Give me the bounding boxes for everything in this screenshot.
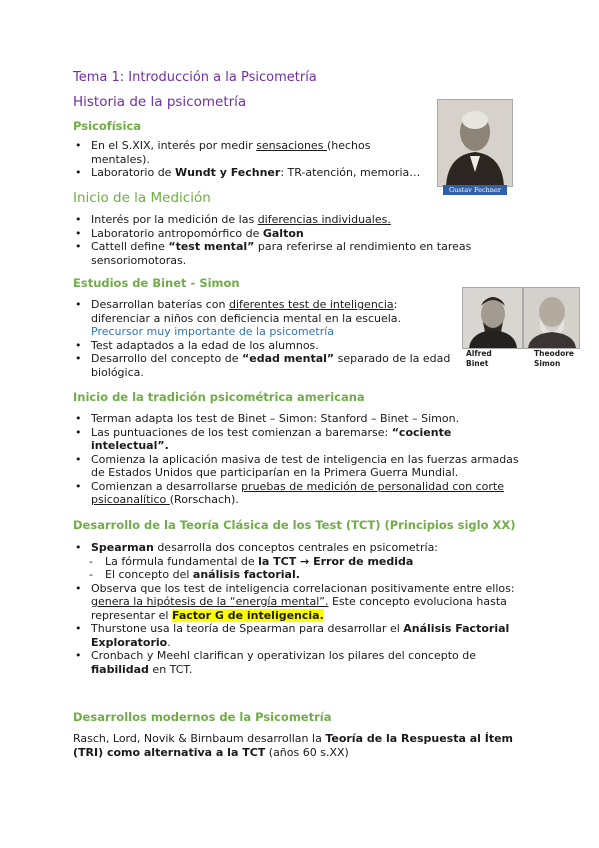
underlined-text: pruebas de medición de personalidad con corte	[241, 479, 504, 493]
caption-line: Theodore	[534, 349, 575, 358]
heading-inicio-medicion: Inicio de la Medición	[73, 190, 211, 206]
underlined-text: sensaciones	[256, 139, 327, 152]
bold-text: “cociente	[391, 425, 452, 439]
blue-note: Precursor muy importante de la psicometría	[91, 325, 335, 338]
bold-text: intelectual”.	[91, 439, 169, 452]
text: de Estados Unidos que participarían en la Primera Guerra Mundial.	[91, 466, 459, 479]
list-item	[75, 480, 565, 507]
text: Terman adapta los test de Binet – Simon: Stanford – Binet – Simon.	[91, 412, 460, 425]
portrait-illustration	[463, 288, 522, 348]
list-tct	[75, 541, 565, 676]
fechner-caption: Gustav Fechner	[443, 185, 507, 195]
heading-binet-simon: Estudios de Binet - Simon	[73, 276, 240, 290]
text: Laboratorio antropomórfico de	[91, 226, 263, 240]
text: Rasch, Lord, Novik & Birnbaum desarrollan la	[73, 732, 326, 745]
text: Cronbach y Meehl clarifican y operativizan los pilares del concepto de	[91, 649, 476, 662]
sub-list-item	[75, 555, 565, 569]
text: : TR-atención, memoria…	[280, 166, 421, 179]
text: Observa que los test de inteligencia correlacionan positivamente entre ellos:	[91, 581, 515, 595]
list-item	[75, 412, 565, 426]
underlined-text: psicoanalítico	[91, 493, 170, 506]
list-item	[75, 426, 565, 453]
caption-line: Simon	[534, 359, 561, 368]
list-binet	[75, 298, 465, 379]
bold-text: “edad mental”	[242, 352, 335, 365]
text: (años 60 s.XX)	[265, 745, 349, 759]
list-item	[75, 339, 465, 353]
bold-text: Análisis Factorial	[403, 622, 510, 635]
portrait-illustration	[524, 288, 579, 348]
text: biológica.	[91, 365, 144, 379]
text: En el S.XIX, interés por medir	[91, 139, 257, 152]
list-item	[75, 166, 425, 180]
underlined-text: diferentes test de inteligencia	[228, 298, 394, 311]
list-item	[75, 240, 495, 267]
list-item	[75, 227, 495, 241]
caption-theodore-simon	[534, 349, 574, 369]
bold-text: Wundt y Fechner	[174, 166, 281, 179]
highlighted-text: Factor G de inteligencia.	[171, 608, 324, 622]
section-title-historia: Historia de la psicometría	[73, 94, 247, 110]
bold-text: Teoría de la Respuesta al Ítem	[325, 732, 514, 745]
list-medicion	[75, 213, 495, 267]
underlined-text: genera la hipótesis de la “energía mental”.	[91, 595, 329, 608]
text: separado de la edad	[334, 352, 451, 365]
text: :	[393, 298, 398, 311]
binet-portrait-image	[462, 287, 523, 349]
bold-text: “test mental”	[168, 240, 255, 253]
heading-tct: Desarrollo de la Teoría Clásica de los Test (TCT) (Principios siglo XX)	[73, 518, 516, 532]
simon-portrait-image	[523, 287, 580, 349]
caption-alfred-binet	[466, 349, 492, 369]
list-item	[75, 352, 465, 379]
portrait-illustration	[438, 100, 512, 186]
bold-text: Galton	[262, 226, 304, 240]
list-item	[75, 582, 565, 623]
paragraph-modernos	[73, 732, 553, 759]
text: representar el	[91, 608, 172, 622]
text: para referirse al rendimiento en tareas	[254, 240, 472, 253]
text: mentales).	[91, 152, 150, 166]
bold-text: Spearman	[91, 541, 154, 554]
heading-tradicion-americana: Inicio de la tradición psicométrica americana	[73, 390, 365, 404]
bold-text: fiabilidad	[91, 662, 149, 676]
list-item	[75, 453, 565, 480]
text: Laboratorio de	[91, 166, 175, 179]
list-psicofisica	[75, 139, 425, 180]
text: Thurstone usa la teoría de Spearman para desarrollar el	[91, 622, 404, 635]
list-item	[75, 649, 565, 676]
text: Comienza la aplicación masiva de test de inteligencia en las fuerzas armadas	[91, 452, 519, 466]
list-item	[75, 213, 495, 227]
underlined-text: diferencias individuales.	[257, 213, 391, 226]
text: Test adaptados a la edad de los alumnos.	[91, 338, 319, 352]
text: diferenciar a niños con deficiencia mental en la escuela.	[91, 311, 402, 325]
caption-line: Alfred	[466, 349, 492, 358]
text: Cattell define	[91, 240, 169, 253]
text: .	[167, 635, 171, 649]
text: La fórmula fundamental de	[105, 554, 259, 568]
bold-text: (TRI) como alternativa a la TCT	[73, 745, 266, 759]
list-item	[75, 298, 465, 339]
list-item	[75, 139, 425, 166]
text: en TCT.	[148, 662, 193, 676]
list-item	[75, 622, 565, 649]
text: Desarrollo del concepto de	[91, 352, 243, 365]
text: Interés por la medición de las	[91, 213, 258, 226]
bold-text: análisis factorial.	[192, 568, 300, 581]
text: Las puntuaciones de los test comienzan a baremarse:	[91, 425, 392, 439]
topic-title: Tema 1: Introducción a la Psicometría	[73, 70, 317, 85]
text: (hechos	[326, 139, 371, 152]
heading-desarrollos-modernos: Desarrollos modernos de la Psicometría	[73, 710, 332, 724]
list-item	[75, 541, 565, 555]
text: Desarrollan baterías con	[91, 298, 229, 311]
text: (Rorschach).	[169, 493, 239, 506]
bold-text: Exploratorio	[91, 635, 168, 649]
text: desarrolla dos conceptos centrales en psicometría:	[153, 541, 439, 554]
bold-text: la TCT → Error de medida	[258, 554, 414, 568]
list-americana	[75, 412, 565, 507]
text: Este concepto evoluciona hasta	[328, 595, 507, 608]
sub-list-item	[75, 568, 565, 582]
text: sensoriomotoras.	[91, 253, 187, 267]
caption-line: Binet	[466, 359, 489, 368]
text: Comienzan a desarrollarse	[91, 479, 242, 493]
text: El concepto del	[105, 568, 193, 581]
heading-psicofisica: Psicofísica	[73, 119, 142, 133]
fechner-portrait-image	[437, 99, 513, 187]
